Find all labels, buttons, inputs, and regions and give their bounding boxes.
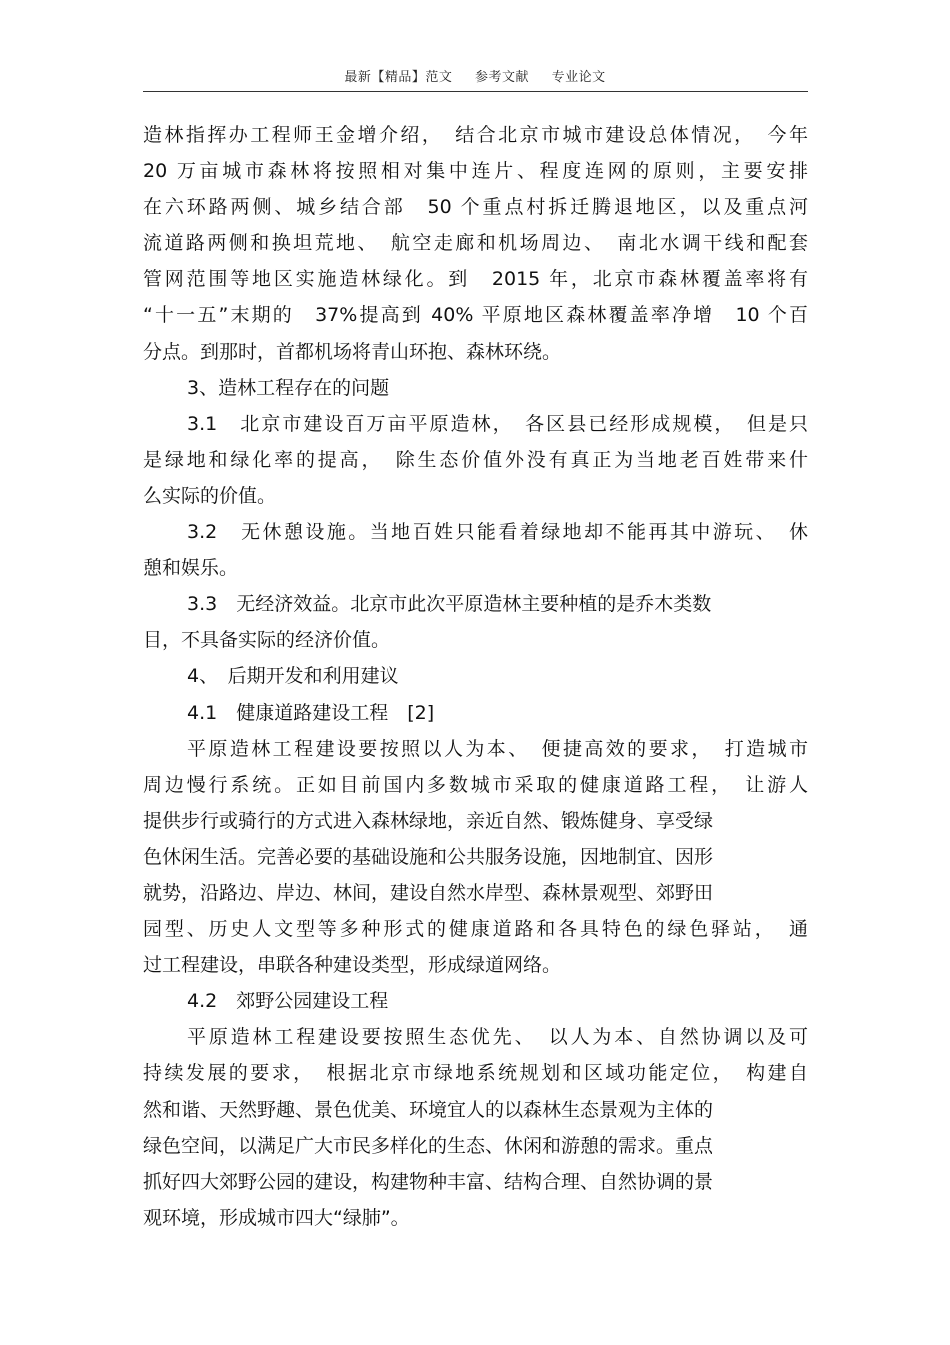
paragraph-line: 憩和娱乐。 xyxy=(143,557,239,580)
paragraph-line: 持续发展的要求， 根据北京市绿地系统规划和区域功能定位， 构建自 xyxy=(143,1062,808,1085)
paragraph-line: 就势，沿路边、岸边、林间，建设自然水岸型、森林景观型、郊野田 xyxy=(143,881,714,904)
paragraph-line: 3.2 无休憩设施。当地百姓只能看着绿地却不能再其中游玩、 休 xyxy=(187,521,808,544)
header-item-cankao: 参考文献 xyxy=(474,70,529,85)
paragraph-line: 目，不具备实际的经济价值。 xyxy=(143,629,391,652)
paragraph-line: 管网范围等地区实施造林绿化。到 2015 年，北京市森林覆盖率将有 xyxy=(143,268,808,291)
paragraph-line: “十一五”末期的 37%提高到 40% 平原地区森林覆盖率净增 10 个百 xyxy=(143,304,808,327)
paragraph-line: 是绿地和绿化率的提高， 除生态价值外没有真正为当地老百姓带来什 xyxy=(143,448,808,471)
page-header xyxy=(0,66,950,85)
paragraph-line: 然和谐、天然野趣、景色优美、环境宜人的以森林生态景观为主体的 xyxy=(143,1098,714,1121)
paragraph-line: 分点。到那时，首都机场将青山环抱、森林环绕。 xyxy=(143,340,562,363)
paragraph-line: 园型、历史人文型等多种形式的健康道路和各具特色的绿色驿站， 通 xyxy=(143,918,808,941)
paragraph-line: 周边慢行系统。正如目前国内多数城市采取的健康道路工程， 让游人 xyxy=(143,773,808,796)
document-body xyxy=(143,117,808,1236)
paragraph-line: 么实际的价值。 xyxy=(143,484,277,507)
paragraph-line: 造林指挥办工程师王金增介绍， 结合北京市城市建设总体情况， 今年 xyxy=(143,124,808,146)
subsection-heading: 4.2 郊野公园建设工程 xyxy=(187,990,389,1013)
paragraph-line: 平原造林工程建设要按照生态优先、 以人为本、自然协调以及可 xyxy=(187,1026,808,1049)
subsection-heading: 4.1 健康道路建设工程 [2] xyxy=(187,701,435,724)
paragraph-line: 3.3 无经济效益。北京市此次平原造林主要种植的是乔木类数 xyxy=(187,593,712,616)
section-heading: 3、造林工程存在的问题 xyxy=(187,376,390,399)
paragraph-line: 色休闲生活。完善必要的基础设施和公共服务设施，因地制宜、因形 xyxy=(143,845,714,868)
paragraph-line: 提供步行或骑行的方式进入森林绿地，亲近自然、锻炼健身、享受绿 xyxy=(143,809,714,832)
header-rule xyxy=(143,91,808,92)
paragraph-line: 流道路两侧和换坦荒地、 航空走廊和机场周边、 南北水调干线和配套 xyxy=(143,232,808,255)
paragraph-line: 在六环路两侧、城乡结合部 50 个重点村拆迁腾退地区，以及重点河 xyxy=(143,196,808,219)
paragraph-line: 20 万亩城市森林将按照相对集中连片、程度连网的原则，主要安排 xyxy=(143,160,808,183)
paragraph-line: 平原造林工程建设要按照以人为本、 便捷高效的要求， 打造城市 xyxy=(187,737,808,760)
paragraph-line: 绿色空间，以满足广大市民多样化的生态、休闲和游憩的需求。重点 xyxy=(143,1134,714,1157)
section-heading: 4、 后期开发和利用建议 xyxy=(187,665,399,688)
paragraph-line: 过工程建设，串联各种建设类型，形成绿道网络。 xyxy=(143,954,562,977)
paragraph-line: 抓好四大郊野公园的建设，构建物种丰富、结构合理、自然协调的景 xyxy=(143,1170,714,1193)
paragraph-line: 观环境，形成城市四大“绿肺”。 xyxy=(143,1206,410,1229)
paragraph-line: 3.1 北京市建设百万亩平原造林， 各区县已经形成规模， 但是只 xyxy=(187,412,808,435)
header-item-zhuanye: 专业论文 xyxy=(551,70,606,85)
header-item-fanwen: 最新【精品】范文 xyxy=(344,70,453,85)
